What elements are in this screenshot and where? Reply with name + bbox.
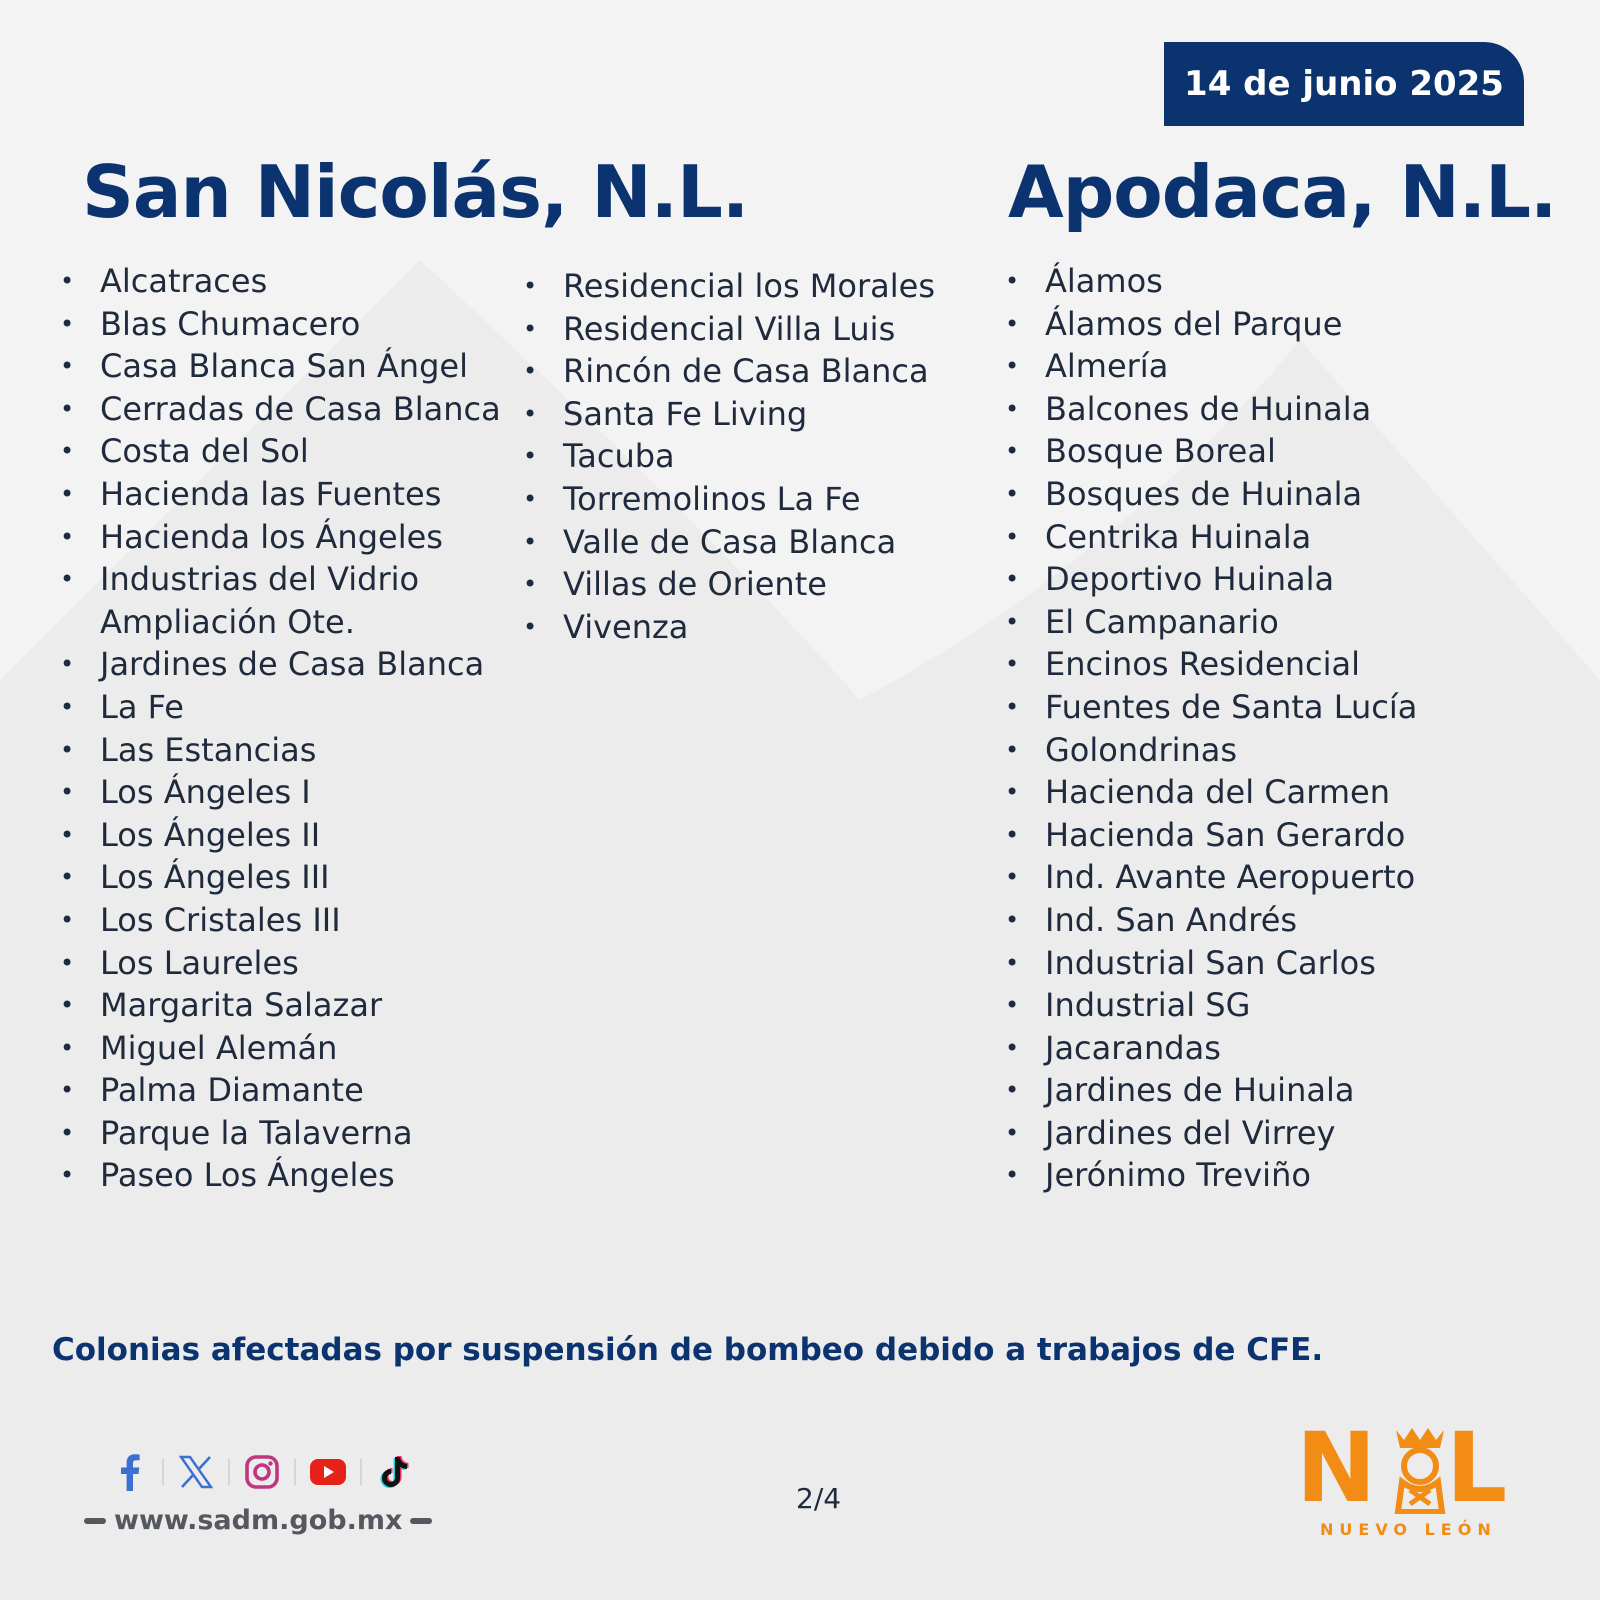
colonia-item: • Centrika Huinala: [1005, 516, 1445, 559]
apodaca-list: [1005, 260, 1445, 1197]
colonia-item: • Blas Chumacero: [60, 303, 520, 346]
x-icon[interactable]: [174, 1450, 218, 1494]
colonia-item: • Industrial SG: [1005, 984, 1445, 1027]
date-text: 14 de junio 2025: [1184, 64, 1504, 104]
colonia-item: • Alcatraces: [60, 260, 520, 303]
colonia-item: • Valle de Casa Blanca: [523, 521, 978, 564]
colonia-item: • Golondrinas: [1005, 729, 1445, 772]
colonia-item: • Bosques de Huinala: [1005, 473, 1445, 516]
colonia-item: • Las Estancias: [60, 729, 520, 772]
colonia-item: • Álamos del Parque: [1005, 303, 1445, 346]
dash-right: [410, 1518, 432, 1524]
san-nicolas-title: San Nicolás, N.L.: [82, 150, 749, 234]
colonia-item: • Bosque Boreal: [1005, 430, 1445, 473]
colonia-item: • Cerradas de Casa Blanca: [60, 388, 520, 431]
nuevo-leon-logo: [1296, 1412, 1526, 1540]
colonia-item: • Villas de Oriente: [523, 563, 978, 606]
colonia-item: • Los Laureles: [60, 942, 520, 985]
colonia-item: • Santa Fe Living: [523, 393, 978, 436]
colonia-item: • Álamos: [1005, 260, 1445, 303]
colonia-item: • Hacienda las Fuentes: [60, 473, 520, 516]
colonia-item: • Residencial los Morales: [523, 265, 978, 308]
youtube-icon[interactable]: [306, 1450, 350, 1494]
caption-text: Colonias afectadas por suspensión de bombeo debido a trabajos de CFE.: [52, 1332, 1324, 1368]
colonia-item: • Vivenza: [523, 606, 978, 649]
page-indicator: 2/4: [796, 1482, 842, 1515]
social-icons-bar: [108, 1450, 416, 1494]
logo-letter-n: N: [1296, 1412, 1377, 1524]
colonia-item: • Casa Blanca San Ángel: [60, 345, 520, 388]
colonia-item: • Costa del Sol: [60, 430, 520, 473]
colonia-item: • Industrias del Vidrio Ampliación Ote.: [60, 558, 520, 643]
date-badge: [1164, 42, 1524, 126]
colonia-item: • Miguel Alemán: [60, 1027, 520, 1070]
logo-subtitle: NUEVO LEÓN: [1320, 1520, 1497, 1539]
separator: [360, 1459, 362, 1485]
colonia-item: • Ind. San Andrés: [1005, 899, 1445, 942]
colonia-item: • Paseo Los Ángeles: [60, 1154, 520, 1197]
separator: [162, 1459, 164, 1485]
colonia-item: • Ind. Avante Aeropuerto: [1005, 856, 1445, 899]
colonia-item: • Palma Diamante: [60, 1069, 520, 1112]
separator: [294, 1459, 296, 1485]
colonia-item: • Jerónimo Treviño: [1005, 1154, 1445, 1197]
instagram-icon[interactable]: [240, 1450, 284, 1494]
san-nicolas-list-column-2: [523, 265, 978, 648]
facebook-icon[interactable]: [108, 1450, 152, 1494]
colonia-item: • Los Ángeles III: [60, 856, 520, 899]
colonia-item: • El Campanario: [1005, 601, 1445, 644]
san-nicolas-list-column-1: [60, 260, 520, 1197]
colonia-item: • Deportivo Huinala: [1005, 558, 1445, 601]
colonia-item: • Encinos Residencial: [1005, 643, 1445, 686]
colonia-item: • Los Cristales III: [60, 899, 520, 942]
separator: [228, 1459, 230, 1485]
colonia-item: • Hacienda del Carmen: [1005, 771, 1445, 814]
colonia-item: • Hacienda San Gerardo: [1005, 814, 1445, 857]
colonia-item: • Hacienda los Ángeles: [60, 516, 520, 559]
colonia-item: • Almería: [1005, 345, 1445, 388]
apodaca-title: Apodaca, N.L.: [1008, 150, 1557, 234]
colonia-item: • La Fe: [60, 686, 520, 729]
colonia-item: • Rincón de Casa Blanca: [523, 350, 978, 393]
colonia-item: • Residencial Villa Luis: [523, 308, 978, 351]
colonia-item: • Torremolinos La Fe: [523, 478, 978, 521]
colonia-item: • Parque la Talaverna: [60, 1112, 520, 1155]
colonia-item: • Tacuba: [523, 435, 978, 478]
dash-left: [84, 1518, 106, 1524]
colonia-item: • Jardines de Casa Blanca: [60, 643, 520, 686]
colonia-item: • Los Ángeles I: [60, 771, 520, 814]
colonia-item: • Los Ángeles II: [60, 814, 520, 857]
colonia-item: • Balcones de Huinala: [1005, 388, 1445, 431]
logo-letter-l: L: [1446, 1412, 1508, 1524]
colonia-item: • Margarita Salazar: [60, 984, 520, 1027]
colonia-item: • Jardines de Huinala: [1005, 1069, 1445, 1112]
colonia-item: • Industrial San Carlos: [1005, 942, 1445, 985]
website-link[interactable]: [84, 1505, 432, 1536]
colonia-item: • Jacarandas: [1005, 1027, 1445, 1070]
colonia-item: • Fuentes de Santa Lucía: [1005, 686, 1445, 729]
tiktok-icon[interactable]: [372, 1450, 416, 1494]
colonia-item: • Jardines del Virrey: [1005, 1112, 1445, 1155]
website-url: www.sadm.gob.mx: [114, 1505, 403, 1536]
